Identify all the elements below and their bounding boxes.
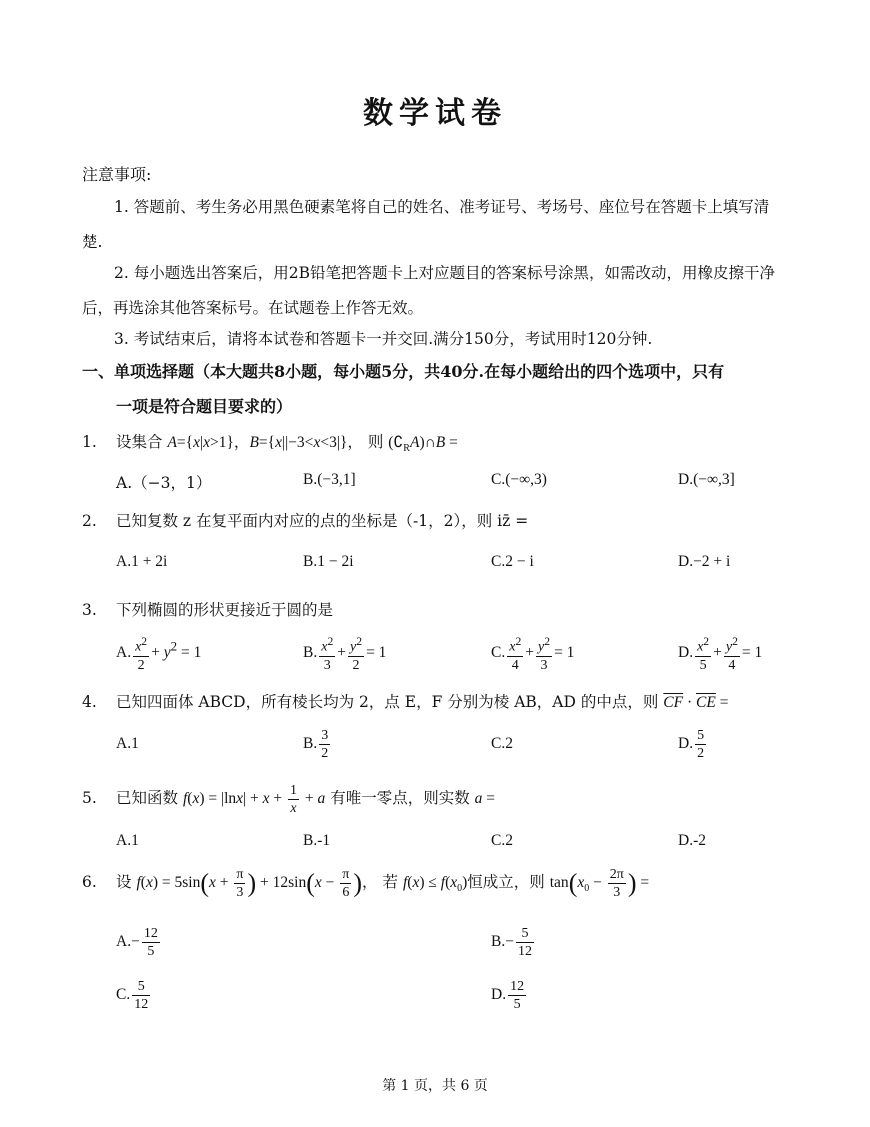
- section-heading-line2: 一项是符合题目要求的）: [116, 397, 293, 416]
- math-expression: $f(x) \le f(x_0)$: [402, 874, 468, 895]
- fraction: $\frac{y^2}{2}$: [350, 635, 363, 673]
- option-label: D.: [678, 735, 694, 753]
- section-heading: [82, 354, 787, 424]
- option-value: (−3,1]: [317, 471, 356, 488]
- fraction: $\frac{\pi}{3}$: [236, 867, 244, 900]
- option-b: [303, 727, 332, 762]
- fraction: $\frac{x^2}{2}$: [135, 635, 148, 673]
- notice-item-3: 3. 考试结束后，请将本试卷和答题卡一并交回.满分150分，考试用时120分钟.: [114, 330, 653, 348]
- option-value: (−∞,3): [505, 471, 547, 488]
- notice-heading: 注意事项:: [82, 165, 152, 184]
- question-number: 4.: [82, 693, 97, 711]
- question-number: 6.: [82, 873, 97, 892]
- option-c: [116, 978, 152, 1013]
- math-expression: a =: [474, 790, 496, 808]
- page-footer: 第 1 页，共 6 页: [382, 1078, 488, 1094]
- fraction: $\frac{3}{2}$: [321, 728, 329, 761]
- option-label: C.: [491, 471, 506, 488]
- question-stem: 下列椭圆的形状更接近于圆的是: [116, 601, 334, 619]
- fraction: $\frac{12}{5}$: [510, 979, 525, 1012]
- question-3: [82, 598, 333, 620]
- fraction: $\frac{12}{5}$: [143, 926, 158, 959]
- question-2: [82, 509, 528, 531]
- option-d: [678, 727, 708, 762]
- option-label: D.: [678, 643, 694, 661]
- option-c: C.2: [491, 735, 513, 752]
- math-expression: f(x) = 5sin(x + $\frac{\pi}{3}$ ) + 12sin(x − $\frac{\pi}{6}$ )，: [136, 867, 378, 900]
- fraction: $\frac{5}{2}$: [697, 728, 705, 761]
- option-b: B. $\frac{x^2}{3}$ + $\frac{y^2}{2}$ = 1: [303, 635, 387, 673]
- fraction: $\frac{\pi}{6}$: [342, 867, 350, 900]
- option-d: [678, 471, 735, 489]
- question-stem-cont: 有唯一零点，则实数: [330, 789, 470, 808]
- question-6: [82, 866, 649, 901]
- section-heading-line1: 一、单项选择题（本大题共8小题，每小题5分，共40分.在每小题给出的四个选项中，只有: [82, 362, 725, 381]
- math-expression: A={x|x>1}，B={x||−3<x<3|}，: [167, 434, 363, 451]
- question-number: 5.: [82, 789, 97, 808]
- question-stem: 设集合: [116, 433, 163, 451]
- notice-item-1: 1. 答题前、考生务必用黑色硬素笔将自己的姓名、准考证号、考场号、座位号在答题卡上填写清楚.: [82, 198, 770, 251]
- option-b: B.-1: [303, 832, 331, 849]
- math-expression: f(x) = |lnx| + x + $\frac{1}{x}$ + a: [182, 783, 326, 816]
- question-stem: 已知四面体 ABCD，所有棱长均为 2，点 E，F 分别为棱 AB，AD 的中点，则: [116, 693, 659, 711]
- option-a: A.（−3，1）: [116, 474, 212, 492]
- fraction: $\frac{y^2}{3}$: [538, 635, 551, 673]
- fraction: $\frac{x^2}{4}$: [509, 635, 522, 673]
- fraction: $\frac{x^2}{5}$: [697, 635, 710, 673]
- math-expression: $\overline{CF} \cdot \overline{CE}$ =: [663, 694, 729, 711]
- question-5: [82, 782, 495, 817]
- question-number: 1.: [82, 433, 97, 451]
- option-label: D.: [491, 986, 507, 1004]
- math-expression: $\tan(x_0$ − $\frac{2\pi}{3}$ ) =: [549, 867, 650, 900]
- option-label: A.: [116, 933, 132, 951]
- option-b: [303, 471, 356, 489]
- fraction: $\frac{5}{12}$: [134, 979, 149, 1012]
- option-c: C.2 − i: [491, 553, 534, 570]
- option-b: B.− $\frac{5}{12}$: [491, 926, 532, 959]
- option-a: A.1: [116, 832, 139, 849]
- option-label: D.: [678, 471, 694, 488]
- question-number: 3.: [82, 601, 97, 619]
- option-d: D. $\frac{x^2}{5}$ + $\frac{y^2}{4}$ = 1: [678, 635, 763, 673]
- fraction: $\frac{2\pi}{3}$: [609, 867, 624, 900]
- question-4: [82, 690, 728, 712]
- option-d: D.-2: [678, 832, 706, 849]
- option-d: [491, 978, 528, 1013]
- option-label: B.: [303, 643, 318, 661]
- fraction: $\frac{x^2}{3}$: [321, 635, 334, 673]
- option-c: C. $\frac{x^2}{4}$ + $\frac{y^2}{3}$ = 1: [491, 635, 575, 673]
- option-label: B.: [491, 933, 506, 951]
- question-stem: 设: [116, 873, 132, 892]
- page-title: 数学试卷: [363, 96, 507, 131]
- option-d: D.−2 + i: [678, 553, 731, 570]
- question-stem-cont: 则: [367, 433, 384, 451]
- fraction: $\frac{5}{12}$: [517, 926, 532, 959]
- option-label: B.: [303, 471, 318, 488]
- option-label: C.: [116, 986, 131, 1004]
- question-stem-cont: 恒成立，则: [467, 873, 545, 892]
- option-a: A.− $\frac{12}{5}$: [116, 926, 158, 959]
- question-1: [82, 430, 458, 454]
- question-number: 2.: [82, 512, 97, 530]
- option-label: A.: [116, 643, 132, 661]
- option-label: C.: [491, 643, 506, 661]
- math-expression: $(∁_RA)\cap B$ =: [388, 434, 458, 455]
- option-c: C.2: [491, 832, 513, 849]
- fraction: $\frac{1}{x}$: [290, 783, 298, 816]
- option-a: A.1: [116, 735, 139, 752]
- option-label: B.: [303, 735, 318, 753]
- option-a: A.1 + 2i: [116, 553, 168, 570]
- option-b: B.1 − 2i: [303, 553, 354, 570]
- question-stem-cont: 若: [382, 873, 399, 892]
- fraction: $\frac{y^2}{4}$: [725, 635, 738, 673]
- option-value: (−∞,3]: [693, 471, 735, 488]
- option-c: [491, 471, 547, 489]
- question-stem: 已知复数 z 在复平面内对应的点的坐标是（-1，2），则 iz̄ =: [116, 512, 529, 530]
- notice-item-2: 2. 每小题选出答案后，用2B铅笔把答题卡上对应题目的答案标号涂黑，如需改动，用橡皮擦干净后，再选涂其他答案标号。在试题卷上作答无效。: [82, 264, 775, 317]
- question-stem: 已知函数: [116, 789, 179, 808]
- option-a: A. $\frac{x^2}{2}$ + $y^2 = 1$: [116, 635, 202, 673]
